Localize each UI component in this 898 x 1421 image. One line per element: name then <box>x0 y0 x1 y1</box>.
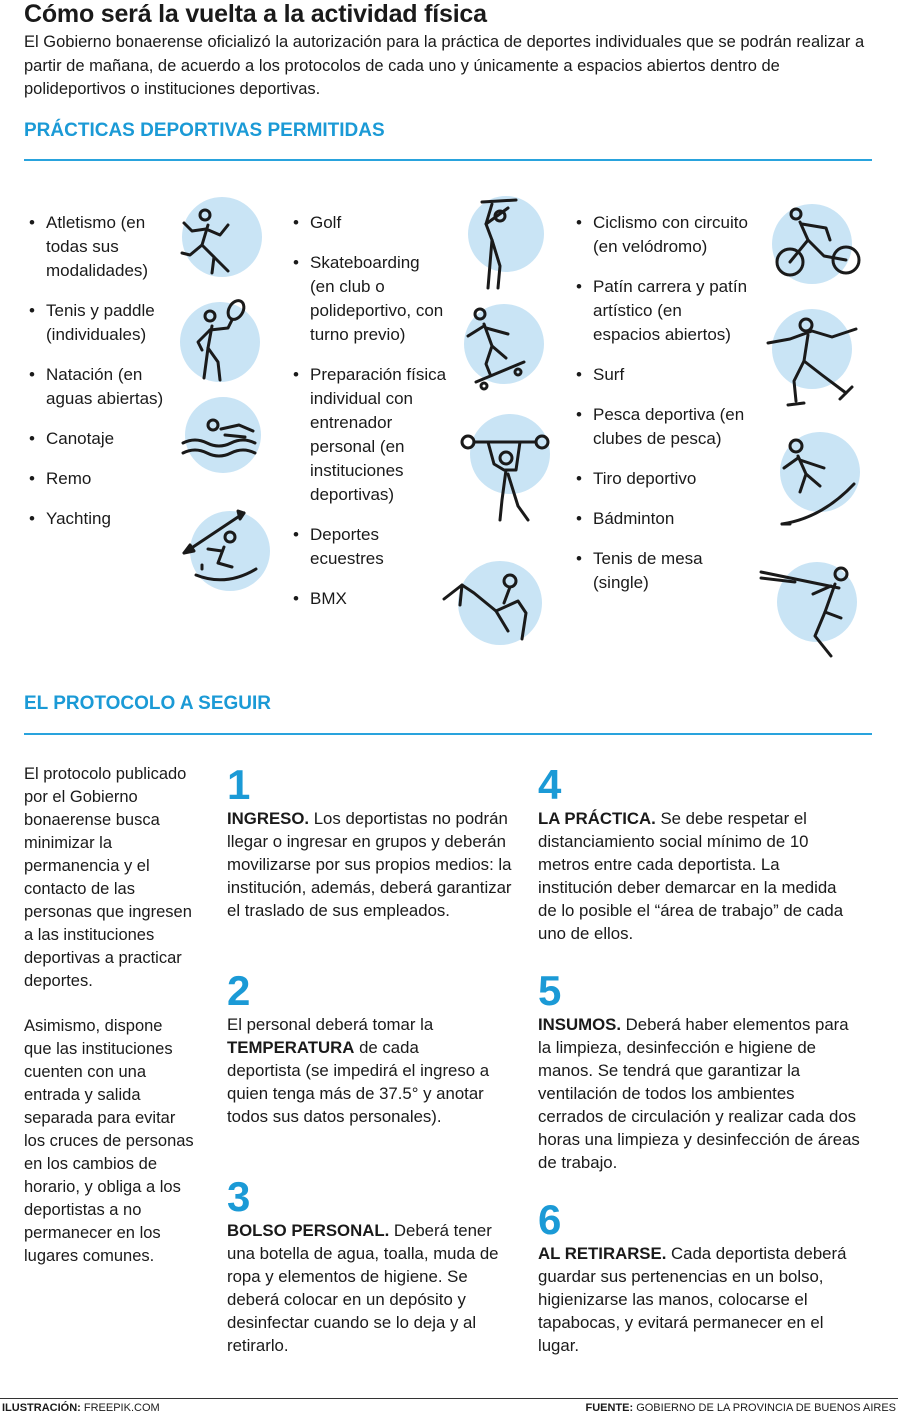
step-text: Se debe respetar el distanciamiento social mínimo de 10 metros entre cada deportista. La institución deber demarcar en la medida de lo posible el “área de trabajo” de cada uno de ellos. <box>538 809 844 943</box>
intro-paragraph: El Gobierno bonaerense oficializó la autorización para la práctica de deportes individuales que se podrán realizar a partir de mañana, de acuerdo a los protocolos de cada uno y únicamente a espacios abiertos dentro de polideportivos o instituciones deportivas. <box>24 33 865 98</box>
list-item: • Atletismo (en todas sus modalidades) <box>26 211 176 283</box>
step-text: de cada deportista (se impedirá el ingreso a quien tenga más de 37.5° y anotar todos sus datos personales). <box>227 1038 490 1126</box>
step-heading: INGRESO. <box>227 809 310 828</box>
skating-icon <box>760 305 865 415</box>
step-6 <box>538 1196 848 1357</box>
divider <box>24 159 872 161</box>
step-number: 2 <box>227 967 251 1014</box>
footer-value: GOBIERNO DE LA PROVINCIA DE BUENOS AIRES <box>633 1402 896 1414</box>
footer-divider <box>0 1398 898 1399</box>
step-3 <box>227 1173 512 1357</box>
step-5 <box>538 967 863 1174</box>
list-item: • Tiro deportivo <box>573 467 753 491</box>
footer-credit-illustration <box>2 1402 160 1414</box>
step-heading: AL RETIRARSE. <box>538 1244 667 1263</box>
list-item: • Skateboarding (en club o polideportivo, con turno previo) <box>290 251 448 347</box>
surf-icon <box>772 428 867 533</box>
sports-list-col1 <box>26 211 176 547</box>
section-heading-protocolo: EL PROTOCOLO A SEGUIR <box>24 693 272 714</box>
list-item: • Remo <box>26 467 176 491</box>
list-item: • Deportes ecuestres <box>290 523 448 571</box>
footer-label: ILUSTRACIÓN: <box>2 1402 81 1414</box>
list-item: • Pesca deportiva (en clubes de pesca) <box>573 403 753 451</box>
step-4 <box>538 761 858 945</box>
step-text: Deberá tener una botella de agua, toalla, muda de ropa y elementos de higiene. Se deberá colocar en un depósito y desinfectar cuando se lo deja y al retirarlo. <box>227 1221 499 1355</box>
footer-label: FUENTE: <box>585 1402 634 1414</box>
step-text: El personal deberá tomar la <box>227 1015 434 1034</box>
list-item: • Surf <box>573 363 753 387</box>
step-number: 3 <box>227 1173 251 1220</box>
list-item: • Tenis de mesa (single) <box>573 547 753 595</box>
cycling-icon <box>760 200 865 290</box>
tennis-icon <box>170 298 270 388</box>
page-title: Cómo será la vuelta a la actividad física <box>24 0 487 28</box>
kayak-icon <box>178 505 278 595</box>
list-item: • Preparación física individual con entrenador personal (en instituciones deportivas) <box>290 363 448 507</box>
list-item: • Natación (en aguas abiertas) <box>26 363 176 411</box>
skateboard-icon <box>452 300 552 395</box>
step-heading: LA PRÁCTICA. <box>538 809 656 828</box>
shooting-icon <box>755 558 865 658</box>
sports-list-col2 <box>290 211 448 627</box>
list-item: • Ciclismo con circuito (en velódromo) <box>573 211 753 259</box>
step-heading: BOLSO PERSONAL. <box>227 1221 390 1240</box>
step-number: 5 <box>538 967 562 1014</box>
running-icon <box>170 195 270 285</box>
step-1 <box>227 761 512 922</box>
list-item: • Patín carrera y patín artístico (en espacios abiertos) <box>573 275 753 347</box>
step-text: Los deportistas no podrán llegar o ingresar en grupos y deberán movilizarse por sus propios medios: la institución, además, deberá garantizar el traslado de sus empleados. <box>227 809 512 920</box>
swimming-icon <box>165 395 275 475</box>
list-item: • BMX <box>290 587 448 611</box>
footer-credit-source <box>585 1402 896 1414</box>
step-text: Deberá haber elementos para la limpieza, desinfección e higiene de manos. Se tendrá que garantizar la ventilación de todos los ambientes cerrados de circulación y realizar cada dos horas una limpieza y desinfección de áreas de trabajo. <box>538 1015 860 1172</box>
equestrian-icon <box>440 555 550 650</box>
golf-icon <box>462 196 552 296</box>
sports-list-col3 <box>573 211 753 611</box>
protocol-intro-paragraph: El protocolo publicado por el Gobierno bonaerense busca minimizar la permanencia y el contacto de las personas que ingresen a las instituciones deportivas a practicar deportes. <box>24 765 192 990</box>
step-text: Cada deportista deberá guardar sus pertenencias en un bolso, higienizarse las manos, colocarse el tapabocas, y evitará permanecer en el lugar. <box>538 1244 847 1355</box>
weightlifting-icon <box>458 410 558 530</box>
step-number: 6 <box>538 1196 562 1243</box>
protocol-intro <box>24 763 194 1290</box>
step-heading: INSUMOS. <box>538 1015 621 1034</box>
footer-value: FREEPIK.COM <box>80 1402 160 1414</box>
list-item: • Golf <box>290 211 448 235</box>
protocol-intro-paragraph: Asimismo, dispone que las instituciones cuenten con una entrada y salida separada para evitar los cruces de personas en los cambios de horario, y obliga a los deportistas a no permanecer en los lugares comunes. <box>24 1017 194 1265</box>
step-2 <box>227 967 497 1128</box>
step-number: 1 <box>227 761 251 808</box>
divider <box>24 733 872 735</box>
step-number: 4 <box>538 761 562 808</box>
list-item: • Canotaje <box>26 427 176 451</box>
list-item: • Bádminton <box>573 507 753 531</box>
step-heading: TEMPERATURA <box>227 1038 355 1057</box>
list-item: • Tenis y paddle (individuales) <box>26 299 176 347</box>
list-item: • Yachting <box>26 507 176 531</box>
section-heading-practicas: PRÁCTICAS DEPORTIVAS PERMITIDAS <box>24 120 385 141</box>
